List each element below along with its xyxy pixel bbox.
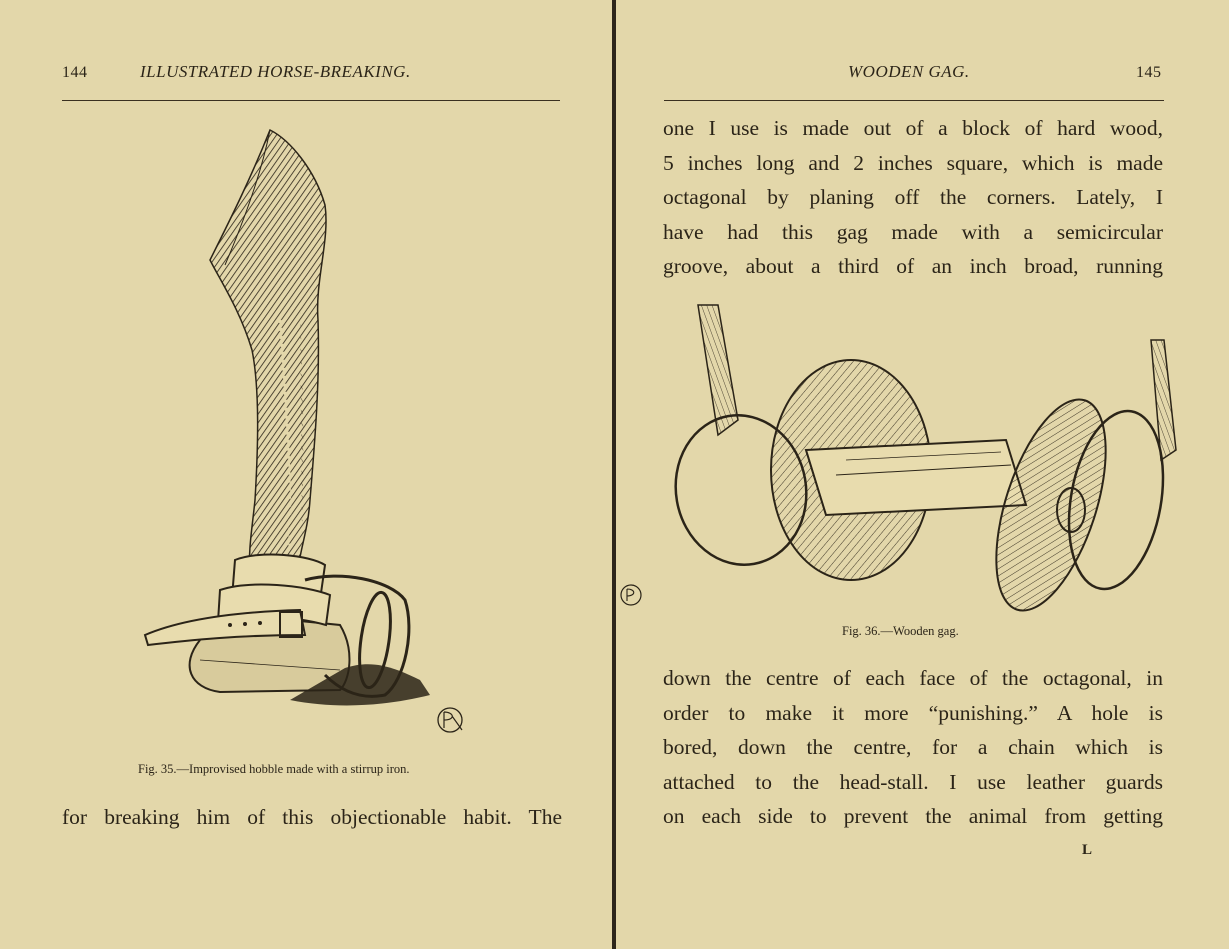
wooden-gag-illustration xyxy=(646,300,1186,620)
hobble-illustration xyxy=(140,120,440,760)
figure-36-caption: Fig. 36.—Wooden gag. xyxy=(842,624,959,638)
right-body-line: attached to the head-stall. I use leather guards xyxy=(663,769,1163,794)
left-header-rule xyxy=(62,100,560,101)
right-body-line: one I use is made out of a block of hard wood, xyxy=(663,116,1163,140)
right-body-line: octagonal by planing off the corners. Lately, I xyxy=(663,185,1163,209)
right-running-header xyxy=(616,62,1229,92)
right-body-line: order to make it more “punishing.” A hole is xyxy=(663,700,1163,725)
left-running-header xyxy=(0,62,612,92)
right-body-line: groove, about a third of an inch broad, running xyxy=(663,254,1163,278)
left-body-line: for breaking him of this objectionable habit. The xyxy=(62,805,562,829)
right-body-text-bottom xyxy=(663,661,1163,834)
left-page xyxy=(0,0,612,949)
right-body-line: have had this gag made with a semicircular xyxy=(663,219,1163,244)
right-running-head: WOODEN GAG. xyxy=(848,62,970,81)
left-body-text xyxy=(62,800,562,835)
left-running-head: ILLUSTRATED HORSE-BREAKING. xyxy=(140,62,411,81)
monogram-left xyxy=(438,708,462,732)
right-body-line: down the centre of each face of the octagonal, in xyxy=(663,666,1163,690)
monogram-right xyxy=(621,585,641,605)
right-page xyxy=(616,0,1229,949)
right-body-line: bored, down the centre, for a chain which is xyxy=(663,735,1163,759)
signature-mark: L xyxy=(1082,842,1093,858)
left-page-number: 144 xyxy=(62,64,88,81)
figure-35-caption: Fig. 35.—Improvised hobble made with a stirrup iron. xyxy=(138,762,410,776)
right-body-text-top xyxy=(663,111,1163,284)
right-header-rule xyxy=(664,100,1164,101)
right-page-number: 145 xyxy=(1136,64,1162,81)
right-body-line: 5 inches long and 2 inches square, which is made xyxy=(663,150,1163,175)
right-body-line: on each side to prevent the animal from getting xyxy=(663,804,1163,828)
